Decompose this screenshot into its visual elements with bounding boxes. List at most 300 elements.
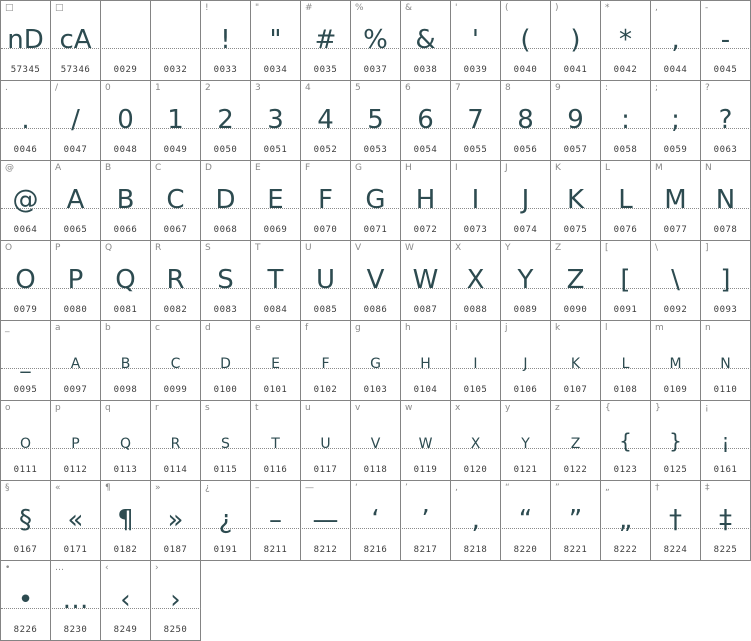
char-cell xyxy=(51,161,101,241)
char-code: 0082 xyxy=(163,305,188,315)
char-glyph: ‡ xyxy=(719,505,732,535)
char-glyph: \ xyxy=(671,265,680,295)
char-cell xyxy=(201,481,251,561)
char-code: 0103 xyxy=(363,385,388,395)
char-code: 0052 xyxy=(313,145,338,155)
char-label: J xyxy=(505,163,508,173)
char-code: 0114 xyxy=(163,465,188,475)
char-label: / xyxy=(55,83,59,93)
char-label: B xyxy=(105,163,112,173)
char-code: 0070 xyxy=(313,225,338,235)
char-glyph: » xyxy=(167,505,184,535)
char-code: 0033 xyxy=(213,65,238,75)
char-glyph: r xyxy=(170,429,181,453)
char-cell xyxy=(301,481,351,561)
char-cell xyxy=(551,241,601,321)
char-glyph: 6 xyxy=(417,105,434,135)
char-label: 9 xyxy=(555,83,561,93)
char-code: 0055 xyxy=(463,145,488,155)
char-glyph: s xyxy=(221,429,230,453)
char-label: □ xyxy=(55,3,64,13)
char-label: \ xyxy=(655,243,659,253)
char-code: 0090 xyxy=(563,305,588,315)
char-glyph: e xyxy=(271,349,280,373)
char-label: i xyxy=(455,323,458,333)
char-cell xyxy=(451,481,501,561)
char-label: : xyxy=(605,83,609,93)
char-code: 0086 xyxy=(363,305,388,315)
char-label: f xyxy=(305,323,309,333)
char-label: 6 xyxy=(405,83,411,93)
char-glyph: # xyxy=(314,25,337,55)
char-cell xyxy=(1,401,51,481)
char-glyph: ¶ xyxy=(117,505,134,535)
char-code: 0053 xyxy=(363,145,388,155)
char-glyph: « xyxy=(67,505,84,535)
char-cell xyxy=(51,401,101,481)
char-glyph: J xyxy=(521,185,530,215)
char-glyph: 3 xyxy=(267,105,284,135)
char-cell xyxy=(701,321,751,401)
char-glyph: ? xyxy=(718,105,733,135)
char-glyph: , xyxy=(671,25,680,55)
char-cell xyxy=(601,161,651,241)
char-code: 8212 xyxy=(313,545,338,555)
char-code: 0098 xyxy=(113,385,138,395)
char-code: 0099 xyxy=(163,385,188,395)
char-code: 0112 xyxy=(63,465,88,475)
char-label: — xyxy=(305,483,314,493)
char-label: M xyxy=(655,163,663,173)
char-cell xyxy=(501,321,551,401)
char-cell xyxy=(151,161,201,241)
char-cell xyxy=(401,81,451,161)
char-cell xyxy=(351,241,401,321)
char-label: o xyxy=(5,403,11,413)
char-glyph: E xyxy=(267,185,284,215)
char-cell xyxy=(651,1,701,81)
char-row xyxy=(1,481,751,561)
char-glyph: 9 xyxy=(567,105,584,135)
char-glyph: § xyxy=(19,505,32,535)
char-glyph: H xyxy=(415,185,436,215)
char-code: 0068 xyxy=(213,225,238,235)
char-code: 0056 xyxy=(513,145,538,155)
char-cell xyxy=(601,321,651,401)
char-glyph: S xyxy=(217,265,234,295)
char-label: e xyxy=(255,323,261,333)
char-code: 0039 xyxy=(463,65,488,75)
char-glyph: ‘ xyxy=(371,505,380,535)
char-glyph: I xyxy=(471,185,480,215)
char-glyph: Z xyxy=(566,265,585,295)
char-code: 0117 xyxy=(313,465,338,475)
char-label: q xyxy=(105,403,111,413)
char-cell xyxy=(651,401,701,481)
char-glyph: k xyxy=(570,349,581,373)
char-label: „ xyxy=(605,483,610,493)
char-glyph: ] xyxy=(720,265,731,295)
char-code: 0182 xyxy=(113,545,138,555)
char-label: L xyxy=(605,163,611,173)
char-glyph: T xyxy=(267,265,284,295)
char-glyph: cA xyxy=(59,25,92,55)
char-code: 0093 xyxy=(713,305,738,315)
char-glyph: } xyxy=(669,429,682,453)
char-code: 0087 xyxy=(413,305,438,315)
char-code: 0071 xyxy=(363,225,388,235)
char-code: 0050 xyxy=(213,145,238,155)
char-cell xyxy=(151,481,201,561)
char-label: @ xyxy=(5,163,14,173)
char-cell xyxy=(1,81,51,161)
char-cell xyxy=(251,161,301,241)
char-code: 0106 xyxy=(513,385,538,395)
char-label: ‹ xyxy=(105,563,109,573)
char-glyph: x xyxy=(470,429,481,453)
char-code: 0187 xyxy=(163,545,188,555)
char-code: 0089 xyxy=(513,305,538,315)
char-code: 0069 xyxy=(263,225,288,235)
char-cell xyxy=(151,401,201,481)
char-cell xyxy=(251,481,301,561)
char-label: □ xyxy=(5,3,14,13)
char-cell xyxy=(201,321,251,401)
char-label: – xyxy=(255,483,260,493)
char-code: 0092 xyxy=(663,305,688,315)
char-code: 0167 xyxy=(13,545,38,555)
char-cell xyxy=(551,321,601,401)
char-code: 0075 xyxy=(563,225,588,235)
char-code: 0034 xyxy=(263,65,288,75)
char-label: ’ xyxy=(405,483,408,493)
char-glyph: g xyxy=(370,349,381,373)
char-cell xyxy=(551,1,601,81)
char-cell xyxy=(651,81,701,161)
char-label: T xyxy=(255,243,261,253)
char-glyph: ‹ xyxy=(120,585,131,615)
char-glyph: " xyxy=(269,25,282,55)
char-label: h xyxy=(405,323,411,333)
char-code: 0084 xyxy=(263,305,288,315)
char-code: 0045 xyxy=(713,65,738,75)
char-glyph: M xyxy=(664,185,687,215)
char-cell xyxy=(301,81,351,161)
char-glyph: ¿ xyxy=(218,505,233,535)
char-cell xyxy=(401,401,451,481)
char-cell xyxy=(401,241,451,321)
char-label: » xyxy=(155,483,161,493)
char-glyph: y xyxy=(521,429,530,453)
char-code: 0051 xyxy=(263,145,288,155)
char-label: X xyxy=(455,243,462,253)
char-cell xyxy=(51,241,101,321)
char-glyph: Q xyxy=(115,265,136,295)
char-glyph: nD xyxy=(7,25,44,55)
char-code: 0110 xyxy=(713,385,738,395)
char-glyph: [ xyxy=(620,265,631,295)
char-label: t xyxy=(255,403,259,413)
char-label: , xyxy=(655,3,658,13)
char-code: 8224 xyxy=(663,545,688,555)
char-cell xyxy=(401,321,451,401)
char-label: Z xyxy=(555,243,562,253)
char-code: 0044 xyxy=(663,65,688,75)
char-code: 0113 xyxy=(113,465,138,475)
char-cell xyxy=(701,81,751,161)
char-glyph: / xyxy=(71,105,80,135)
char-cell xyxy=(1,321,51,401)
char-label: p xyxy=(55,403,61,413)
char-glyph: : xyxy=(621,105,630,135)
char-label: … xyxy=(55,563,64,573)
char-cell xyxy=(251,81,301,161)
char-code: 8220 xyxy=(513,545,538,555)
char-code: 0105 xyxy=(463,385,488,395)
char-glyph: … xyxy=(62,585,89,615)
char-glyph: { xyxy=(619,429,632,453)
char-glyph: t xyxy=(271,429,280,453)
char-label: • xyxy=(5,563,11,573)
char-cell xyxy=(601,241,651,321)
char-glyph: 0 xyxy=(117,105,134,135)
char-glyph: V xyxy=(366,265,385,295)
char-label: 1 xyxy=(155,83,161,93)
char-cell xyxy=(451,321,501,401)
char-code: 0079 xyxy=(13,305,38,315)
char-glyph: * xyxy=(619,25,632,55)
char-cell xyxy=(351,401,401,481)
char-glyph: 8 xyxy=(517,105,534,135)
char-glyph: _ xyxy=(20,349,31,373)
char-cell xyxy=(201,401,251,481)
char-code: 0081 xyxy=(113,305,138,315)
char-cell xyxy=(351,161,401,241)
char-glyph: ‚ xyxy=(471,505,480,535)
char-code: 0046 xyxy=(13,145,38,155)
char-cell xyxy=(151,1,201,81)
char-label: % xyxy=(355,3,364,13)
char-cell xyxy=(501,401,551,481)
char-code: 0095 xyxy=(13,385,38,395)
char-code: 0123 xyxy=(613,465,638,475)
char-code: 0120 xyxy=(463,465,488,475)
char-label: u xyxy=(305,403,311,413)
char-label: D xyxy=(205,163,212,173)
char-row xyxy=(1,321,751,401)
char-cell xyxy=(101,321,151,401)
char-label: ‘ xyxy=(355,483,358,493)
char-code: 0097 xyxy=(63,385,88,395)
char-code: 8226 xyxy=(13,625,38,635)
char-glyph: l xyxy=(621,349,630,373)
char-cell xyxy=(401,481,451,561)
char-cell xyxy=(601,81,651,161)
char-glyph: P xyxy=(67,265,84,295)
char-glyph: „ xyxy=(618,505,633,535)
char-glyph: ¡ xyxy=(721,429,730,453)
char-label: j xyxy=(505,323,508,333)
char-label: c xyxy=(155,323,160,333)
char-label: _ xyxy=(5,323,10,333)
char-code: 0064 xyxy=(13,225,38,235)
char-code: 0104 xyxy=(413,385,438,395)
char-cell xyxy=(251,1,301,81)
char-glyph: D xyxy=(215,185,236,215)
char-label: N xyxy=(705,163,712,173)
char-cell xyxy=(301,241,351,321)
char-glyph: ( xyxy=(520,25,531,55)
char-code: 0109 xyxy=(663,385,688,395)
char-row xyxy=(1,241,751,321)
char-code: 8230 xyxy=(63,625,88,635)
char-label: a xyxy=(55,323,61,333)
char-cell xyxy=(151,321,201,401)
char-label: y xyxy=(505,403,511,413)
char-glyph: R xyxy=(166,265,185,295)
char-label: & xyxy=(405,3,413,13)
char-glyph: p xyxy=(71,429,80,453)
char-cell xyxy=(101,481,151,561)
char-glyph: ’ xyxy=(421,505,430,535)
char-cell xyxy=(251,321,301,401)
char-cell xyxy=(151,561,201,641)
char-code: 0118 xyxy=(363,465,388,475)
char-label: [ xyxy=(605,243,609,253)
char-label: ] xyxy=(705,243,709,253)
char-label: 0 xyxy=(105,83,111,93)
char-label: P xyxy=(55,243,61,253)
char-code: 0080 xyxy=(63,305,88,315)
char-code: 0057 xyxy=(563,145,588,155)
char-cell xyxy=(51,561,101,641)
char-label: g xyxy=(355,323,361,333)
char-code: 0029 xyxy=(113,65,138,75)
char-label: A xyxy=(55,163,62,173)
char-cell xyxy=(301,321,351,401)
char-code: 0100 xyxy=(213,385,238,395)
char-label: ( xyxy=(505,3,509,13)
char-cell xyxy=(1,481,51,561)
char-label: O xyxy=(5,243,13,253)
char-code: 0107 xyxy=(563,385,588,395)
char-glyph: q xyxy=(119,429,132,453)
char-label: S xyxy=(205,243,211,253)
char-glyph: ! xyxy=(220,25,231,55)
char-row xyxy=(1,561,751,641)
char-glyph: 4 xyxy=(317,105,334,135)
char-code: 0115 xyxy=(213,465,238,475)
char-code: 57345 xyxy=(10,65,41,75)
char-code: 0116 xyxy=(263,465,288,475)
char-cell xyxy=(501,81,551,161)
char-label: 7 xyxy=(455,83,461,93)
char-label: ‡ xyxy=(705,483,710,493)
char-cell xyxy=(51,1,101,81)
char-label: r xyxy=(155,403,159,413)
char-code: 0037 xyxy=(363,65,388,75)
char-label: K xyxy=(555,163,561,173)
char-cell xyxy=(451,81,501,161)
char-code: 0191 xyxy=(213,545,238,555)
char-glyph: 7 xyxy=(467,105,484,135)
char-glyph: v xyxy=(370,429,381,453)
char-glyph: X xyxy=(466,265,485,295)
char-glyph: – xyxy=(269,505,282,535)
char-code: 0125 xyxy=(663,465,688,475)
char-glyph: Y xyxy=(517,265,534,295)
char-label: 4 xyxy=(305,83,311,93)
char-label: 5 xyxy=(355,83,361,93)
char-glyph: • xyxy=(17,585,34,615)
char-code: 57346 xyxy=(60,65,91,75)
char-cell xyxy=(101,401,151,481)
char-code: 0121 xyxy=(513,465,538,475)
char-cell xyxy=(1,161,51,241)
char-code: 0063 xyxy=(713,145,738,155)
char-glyph: A xyxy=(66,185,85,215)
char-glyph: h xyxy=(420,349,431,373)
char-glyph: f xyxy=(321,349,330,373)
char-code: 8217 xyxy=(413,545,438,555)
char-label: ‚ xyxy=(455,483,458,493)
char-label: # xyxy=(305,3,313,13)
char-glyph: B xyxy=(116,185,135,215)
char-code: 0067 xyxy=(163,225,188,235)
char-row xyxy=(1,81,751,161)
char-cell xyxy=(701,161,751,241)
char-label: V xyxy=(355,243,362,253)
char-cell xyxy=(651,481,701,561)
char-cell xyxy=(251,241,301,321)
char-label: 3 xyxy=(255,83,261,93)
char-glyph: F xyxy=(318,185,333,215)
char-label: ' xyxy=(455,3,458,13)
char-glyph: c xyxy=(170,349,181,373)
char-cell xyxy=(451,401,501,481)
char-glyph: † xyxy=(669,505,682,535)
char-glyph: a xyxy=(70,349,81,373)
char-label: { xyxy=(605,403,611,413)
char-cell xyxy=(1,1,51,81)
char-row xyxy=(1,401,751,481)
char-code: 8249 xyxy=(113,625,138,635)
char-glyph: ; xyxy=(671,105,680,135)
char-code: 0059 xyxy=(663,145,688,155)
char-cell xyxy=(651,241,701,321)
char-code: 0048 xyxy=(113,145,138,155)
char-glyph: % xyxy=(363,25,388,55)
char-label: ¿ xyxy=(205,483,210,493)
char-row xyxy=(1,161,751,241)
char-code: 0058 xyxy=(613,145,638,155)
char-code: 8225 xyxy=(713,545,738,555)
char-glyph: z xyxy=(570,429,581,453)
char-cell xyxy=(51,81,101,161)
char-glyph: d xyxy=(220,349,231,373)
char-label: « xyxy=(55,483,61,493)
char-glyph: i xyxy=(473,349,478,373)
char-glyph: w xyxy=(418,429,433,453)
char-code: 0083 xyxy=(213,305,238,315)
char-cell xyxy=(601,481,651,561)
char-code: 0047 xyxy=(63,145,88,155)
char-cell xyxy=(551,481,601,561)
char-code: 0077 xyxy=(663,225,688,235)
char-label: 2 xyxy=(205,83,211,93)
char-code: 0088 xyxy=(463,305,488,315)
char-label: v xyxy=(355,403,361,413)
